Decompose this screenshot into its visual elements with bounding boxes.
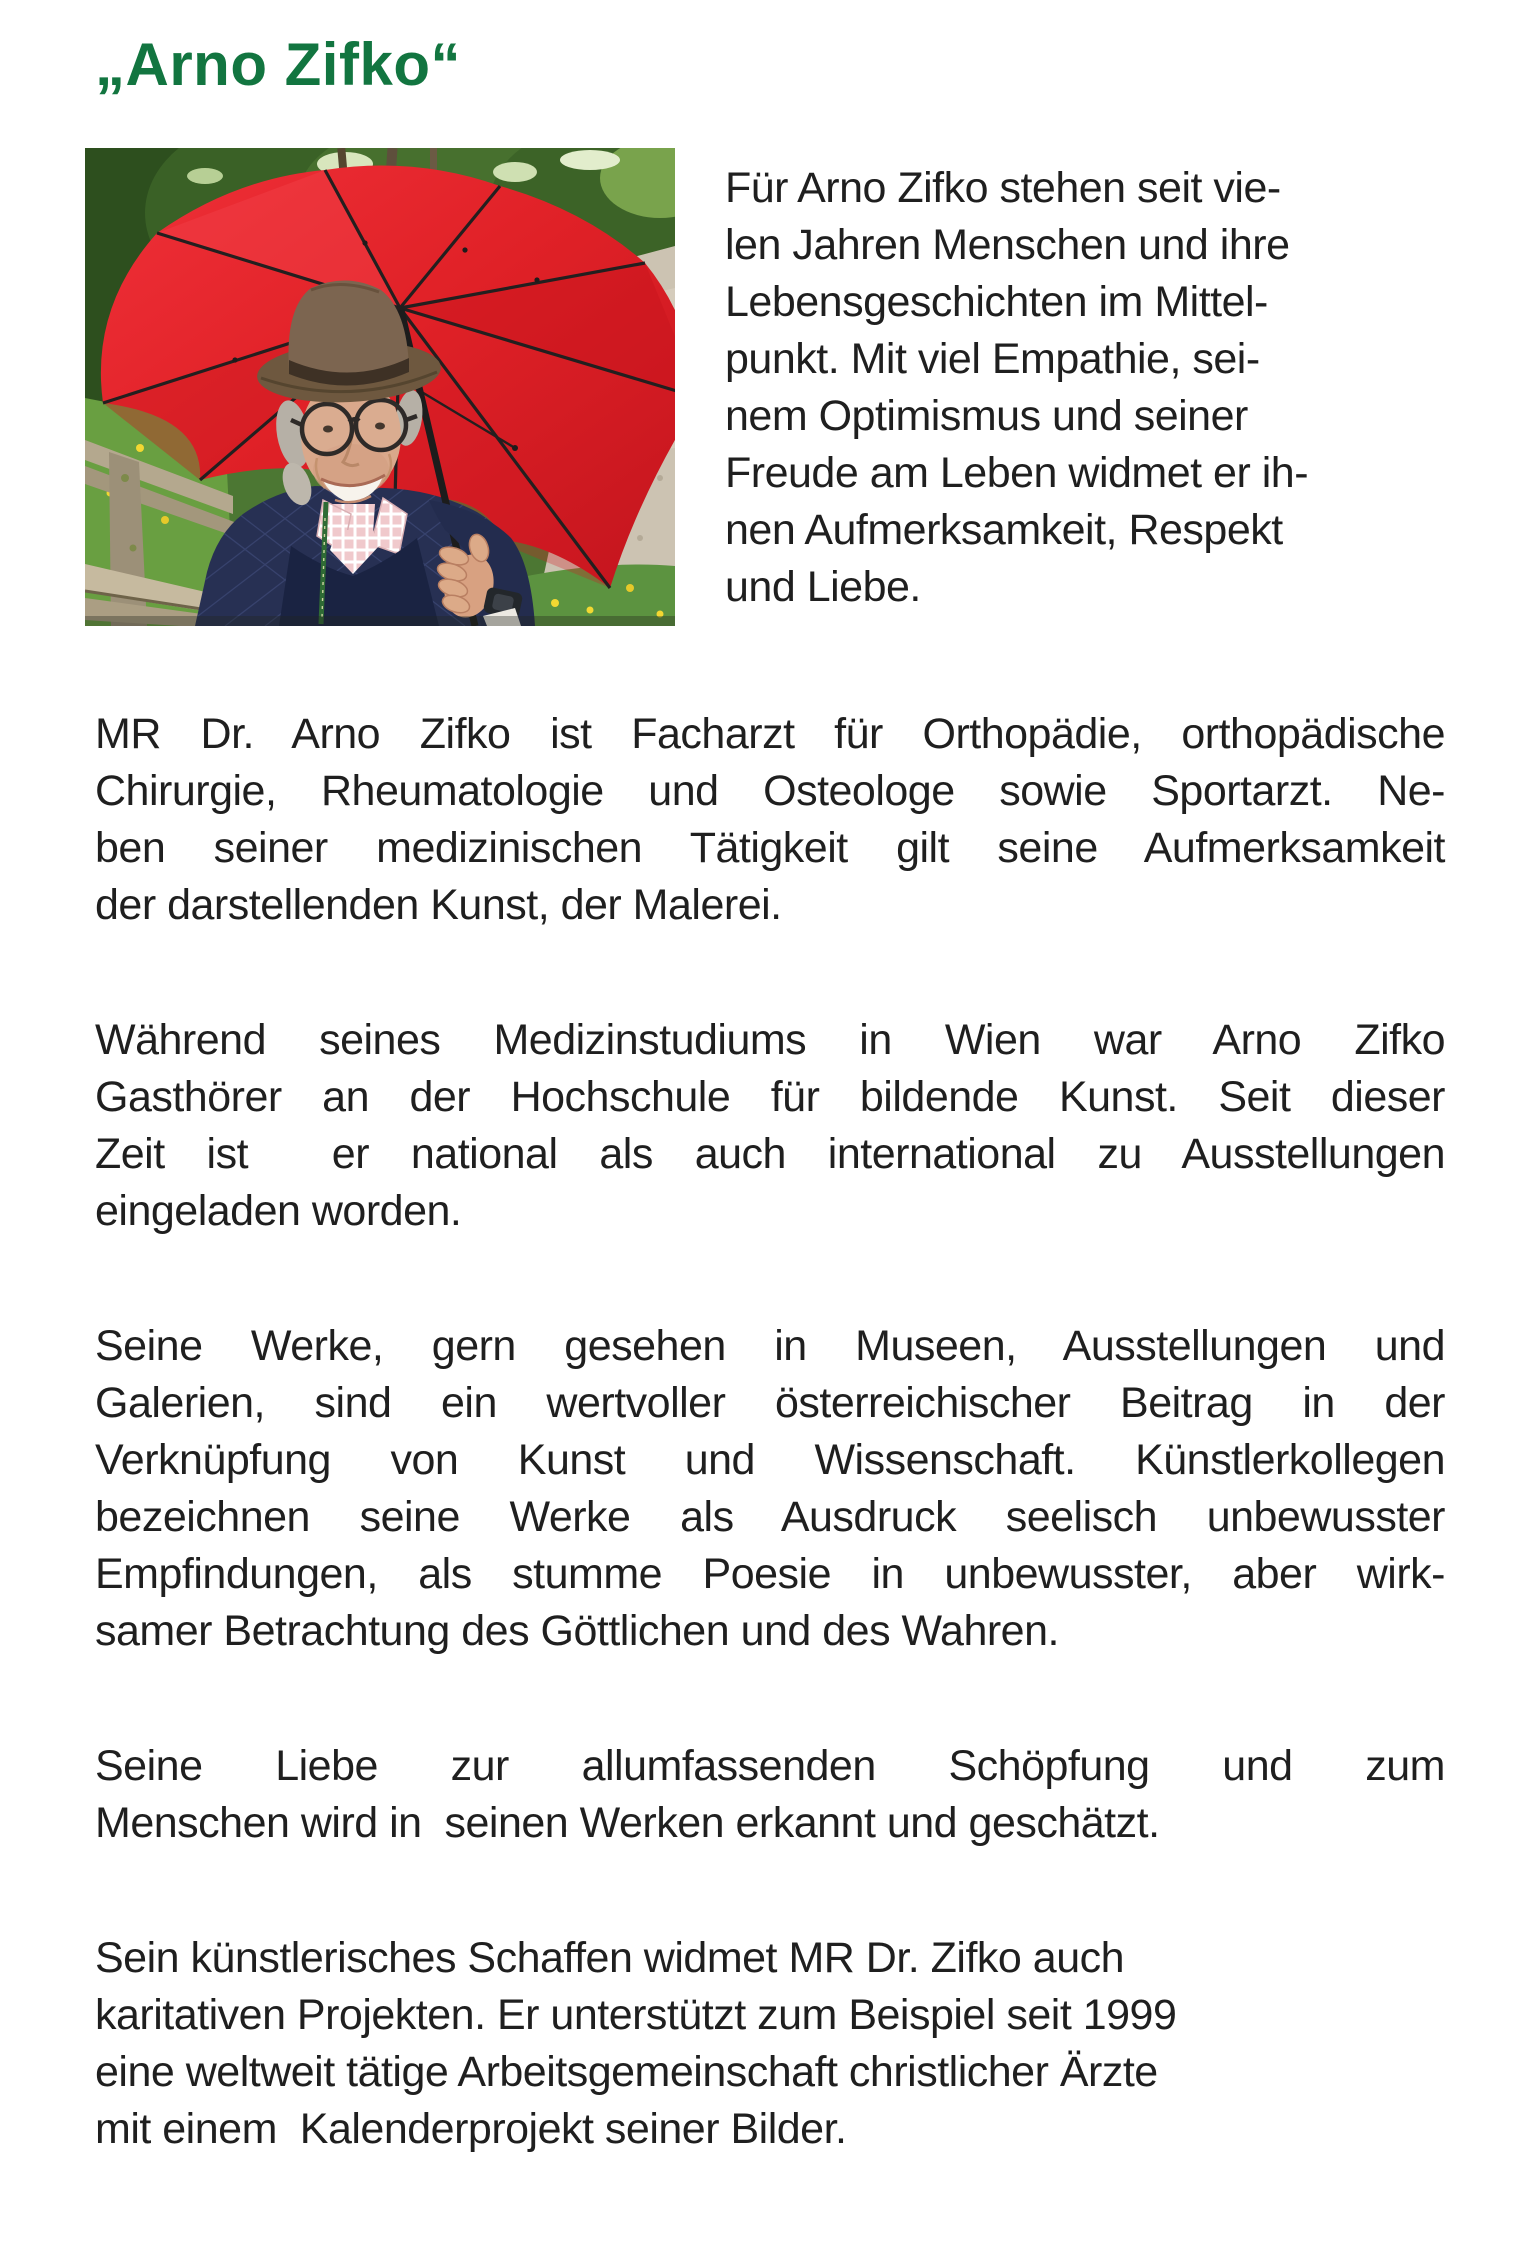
text-line: Sein künstlerisches Schaffen widmet MR Dr. Zifko auch: [95, 1934, 1125, 1982]
arno-zifko-photo: [85, 148, 675, 626]
text-line: Galerien, sind ein wertvoller österreichischer Beitrag in der: [95, 1379, 1445, 1427]
text-line: Seine Liebe zur allumfassenden Schöpfung und zum: [95, 1742, 1445, 1790]
text-line: MR Dr. Arno Zifko ist Facharzt für Orthopädie, orthopädische: [95, 710, 1445, 758]
text-line: Freude am Leben widmet er ih-: [725, 449, 1309, 497]
text-line: Während seines Medizinstudiums in Wien war Arno Zifko: [95, 1016, 1445, 1064]
text-line: punkt. Mit viel Empathie, sei-: [725, 335, 1260, 383]
text-line: bezeichnen seine Werke als Ausdruck seelisch unbewusster: [95, 1493, 1445, 1541]
paragraph-4: [95, 1738, 1445, 1852]
paragraph-5: [95, 1930, 1445, 2158]
text-line: Chirurgie, Rheumatologie und Osteologe sowie Sportarzt. Ne-: [95, 767, 1445, 815]
paragraph-2: [95, 1012, 1445, 1240]
text-line: eine weltweit tätige Arbeitsgemeinschaft christlicher Ärzte: [95, 2048, 1158, 2096]
text-line: nem Optimismus und seiner: [725, 392, 1248, 440]
text-line: samer Betrachtung des Göttlichen und des Wahren.: [95, 1607, 1059, 1655]
text-line: mit einem Kalenderprojekt seiner Bilder.: [95, 2105, 847, 2153]
text-line: Für Arno Zifko stehen seit vie-: [725, 164, 1281, 212]
text-line: der darstellenden Kunst, der Malerei.: [95, 881, 782, 929]
text-line: Lebensgeschichten im Mittel-: [725, 278, 1268, 326]
text-line: Seine Werke, gern gesehen in Museen, Ausstellungen und: [95, 1322, 1445, 1370]
text-line: len Jahren Menschen und ihre: [725, 221, 1290, 269]
text-line: eingeladen worden.: [95, 1187, 462, 1235]
paragraph-3: [95, 1318, 1445, 1660]
body-paragraphs: [95, 706, 1445, 2158]
text-line: ben seiner medizinischen Tätigkeit gilt seine Aufmerksamkeit: [95, 824, 1445, 872]
text-line: Verknüpfung von Kunst und Wissenschaft. Künstlerkollegen: [95, 1436, 1445, 1484]
text-line: Zeit ist er national als auch international zu Ausstellungen: [95, 1130, 1445, 1178]
intro-text-column: [725, 148, 1445, 626]
hero-section: [95, 148, 1445, 626]
text-line: Menschen wird in seinen Werken erkannt und geschätzt.: [95, 1799, 1160, 1847]
paragraph-intro: [725, 160, 1445, 616]
page-title: „Arno Zifko“: [95, 31, 461, 98]
text-line: Empfindungen, als stumme Poesie in unbewusster, aber wirk-: [95, 1550, 1445, 1598]
paragraph-1: [95, 706, 1445, 934]
photo-illustration: [85, 148, 675, 626]
text-line: und Liebe.: [725, 563, 921, 611]
text-line: Gasthörer an der Hochschule für bildende Kunst. Seit dieser: [95, 1073, 1445, 1121]
text-line: nen Aufmerksamkeit, Respekt: [725, 506, 1283, 554]
text-line: karitativen Projekten. Er unterstützt zum Beispiel seit 1999: [95, 1991, 1177, 2039]
